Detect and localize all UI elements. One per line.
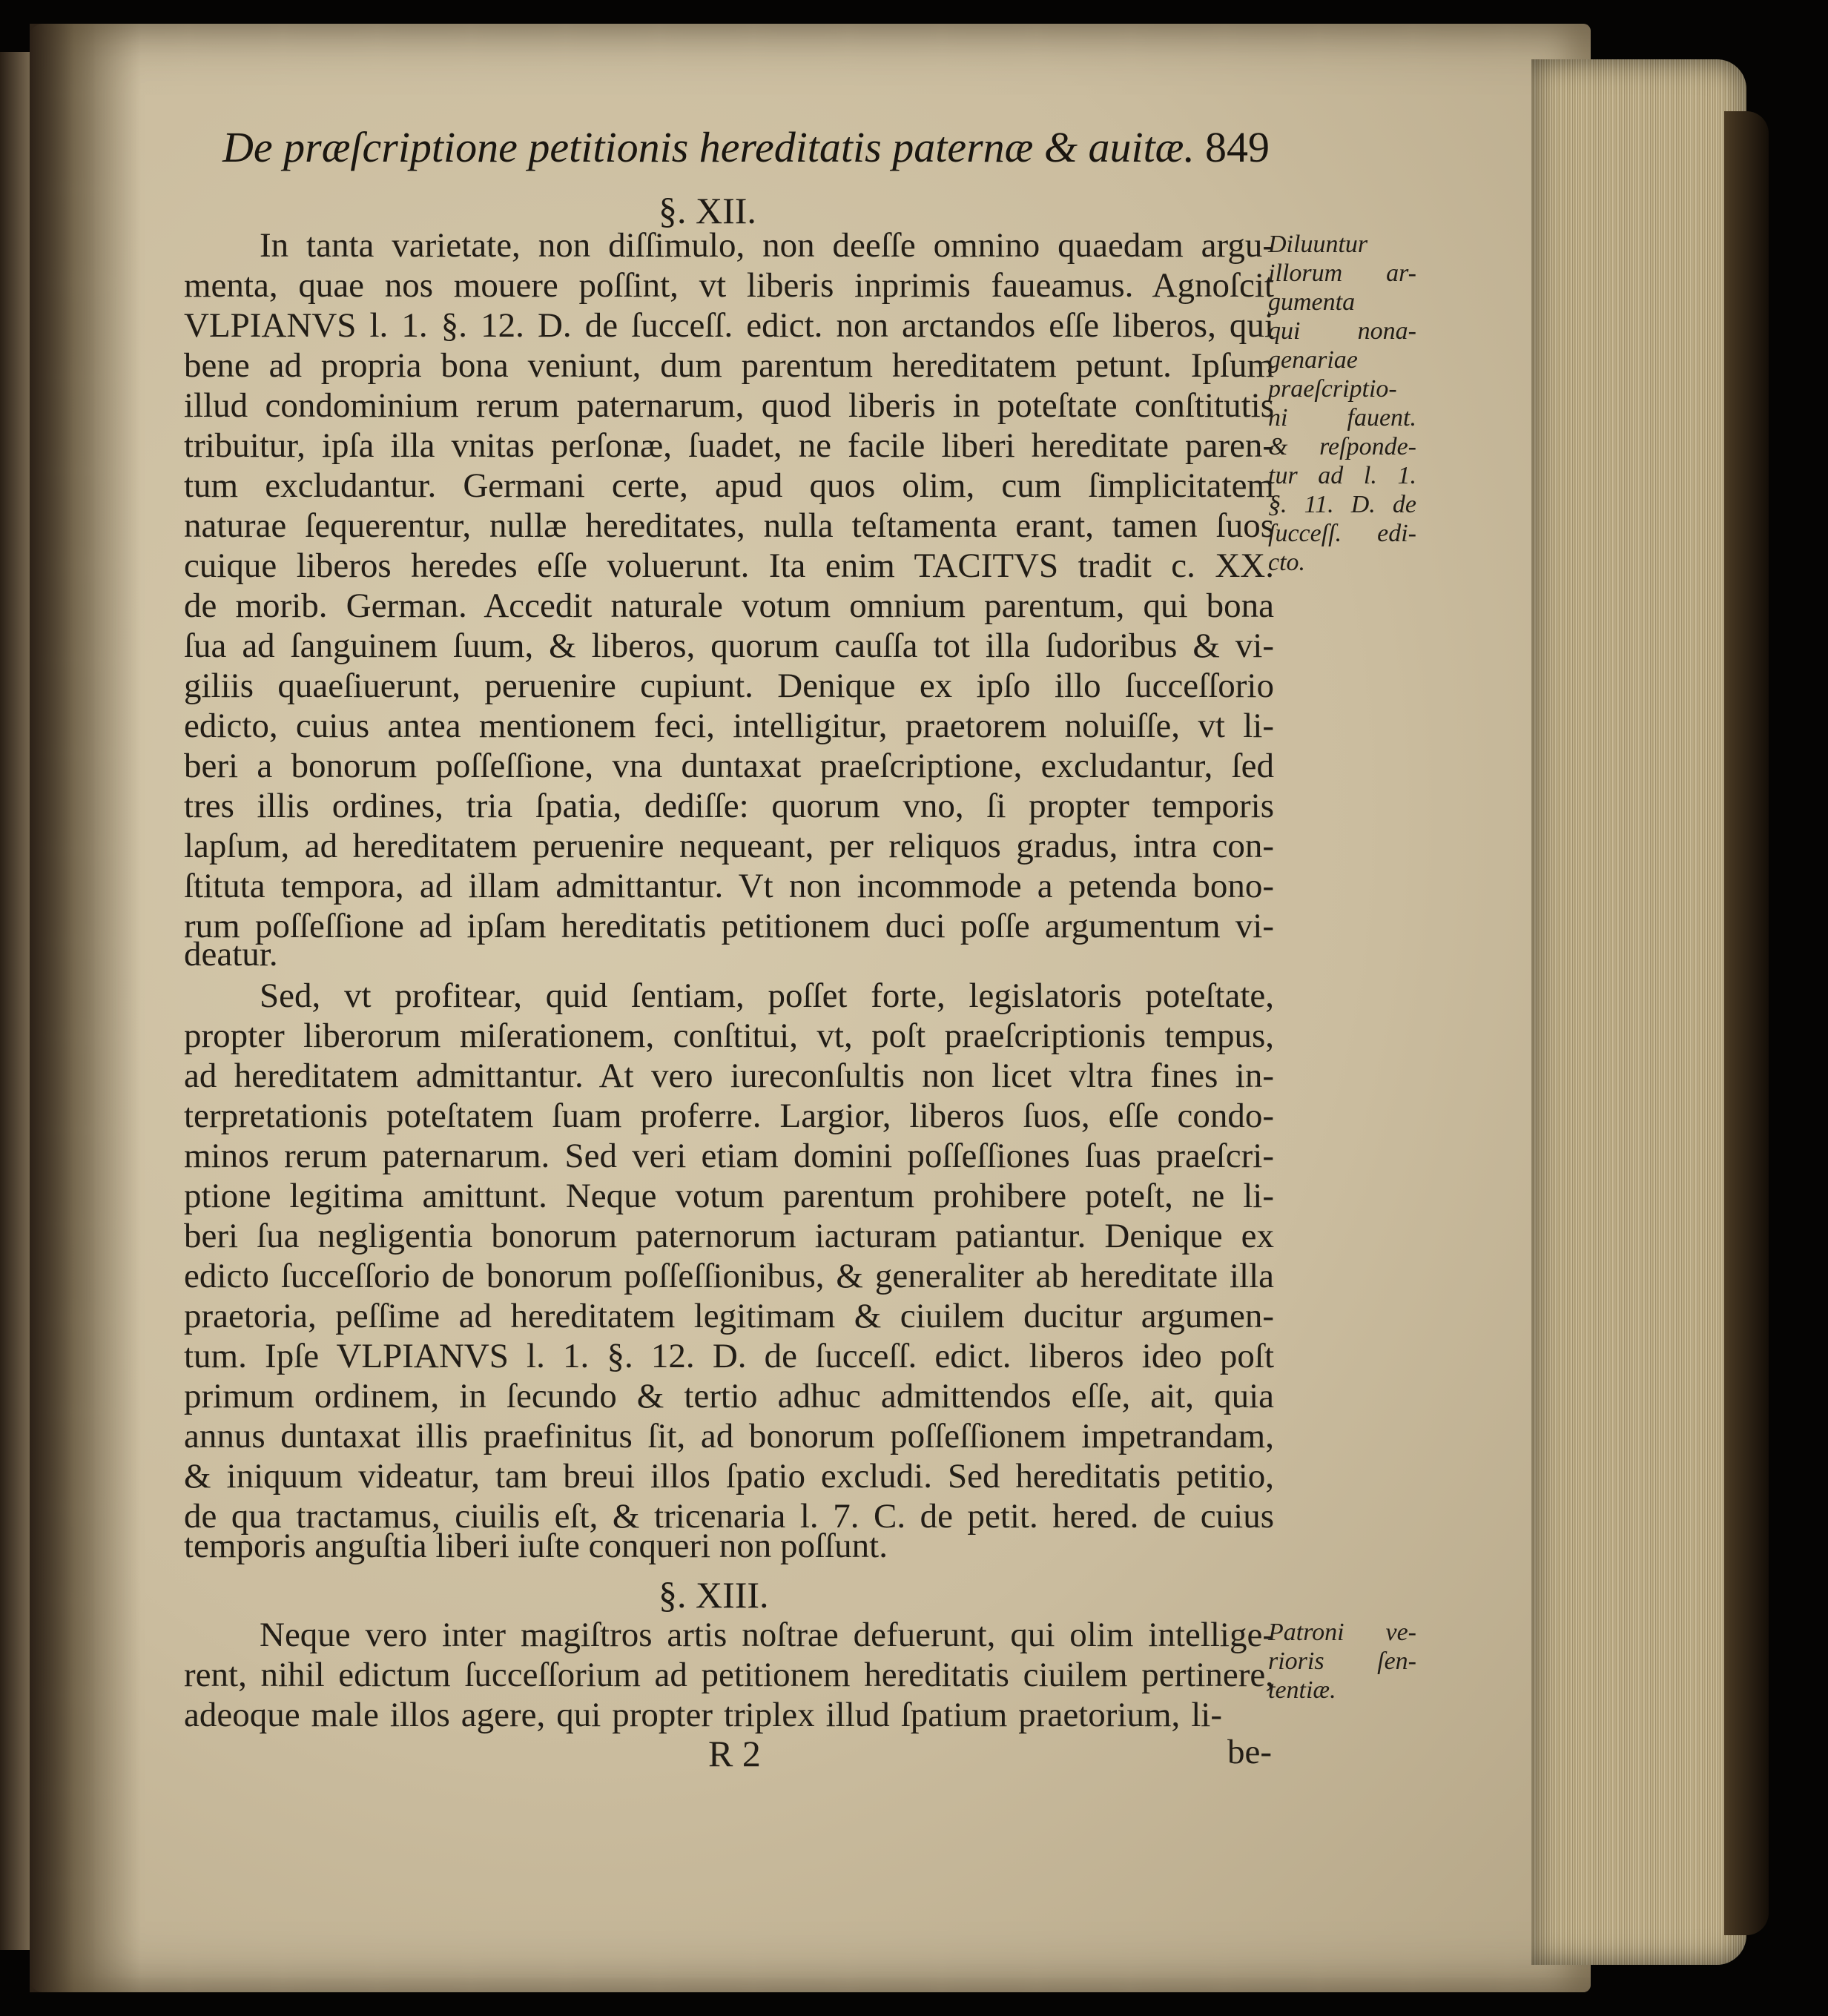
text-line: VLPIANVS l. 1. §. 12. D. de ſucceſſ. edict. non arctandos eſſe liberos, qui: [184, 306, 1274, 345]
text-line: bene ad propria bona veniunt, dum parentum hereditatem petunt. Ipſum: [184, 346, 1274, 385]
text-line: annus duntaxat illis praefinitus ſit, ad bonorum poſſeſſionem impetrandam,: [184, 1417, 1274, 1455]
text-line: primum ordinem, in ſecundo & tertio adhuc admittendos eſſe, ait, quia: [184, 1377, 1274, 1415]
text-line: terpretationis poteſtatem ſuam proferre. Largior, liberos ſuos, eſſe condo-: [184, 1097, 1274, 1135]
text-line: ad hereditatem admittantur. At vero iureconſultis non licet vltra fines in-: [184, 1057, 1274, 1095]
margin-note-line: tentiæ.: [1268, 1676, 1336, 1704]
text-line: edicto, cuius antea mentionem feci, intelligitur, praetorem noluiſſe, vt li-: [184, 707, 1274, 745]
margin-note-line: rioris ſen-: [1268, 1647, 1416, 1675]
margin-note-line: & reſponde-: [1268, 433, 1416, 460]
running-title: De præſcriptione petitionis hereditatis paternæ & auitæ.: [222, 123, 1195, 171]
text-line: ptione legitima amittunt. Neque votum parentum prohibere poteſt, ne li-: [184, 1177, 1274, 1215]
margin-note-line: §. 11. D. de: [1268, 491, 1416, 518]
text-line: edicto ſucceſſorio de bonorum poſſeſſionibus, & generaliter ab hereditate illa: [184, 1257, 1274, 1295]
margin-note-line: gumenta: [1268, 288, 1356, 316]
margin-note-line: Diluuntur: [1268, 231, 1368, 258]
margin-note-line: tur ad l. 1.: [1268, 462, 1416, 489]
text-line: beri ſua negligentia bonorum paternorum iacturam patiantur. Denique ex: [184, 1217, 1274, 1255]
page-stack-edges: [1531, 59, 1746, 1965]
text-line: In tanta varietate, non diſſimulo, non deeſſe omnino quaedam argu-: [260, 226, 1274, 265]
margin-note-line: ſucceſſ. edi-: [1268, 520, 1416, 547]
signature-mark: R 2: [708, 1733, 761, 1774]
text-line: adeoque male illos agere, qui propter triplex illud ſpatium praetorium, li-: [184, 1696, 1222, 1734]
text-line: tres illis ordines, tria ſpatia, dediſſe: quorum vno, ſi propter temporis: [184, 787, 1274, 825]
text-line: & iniquum videatur, tam breui illos ſpatio excludi. Sed hereditatis petitio,: [184, 1457, 1274, 1496]
margin-note-line: praeſcriptio-: [1268, 375, 1397, 403]
section-heading-13: §. XIII.: [659, 1574, 769, 1616]
margin-note-line: cto.: [1268, 549, 1306, 576]
text-line: illud condominium rerum paternarum, quod liberis in poteſtate conſtitutis: [184, 386, 1274, 425]
text-line: cuique liberos heredes eſſe voluerunt. Ita enim TACITVS tradit c. XX.: [184, 546, 1274, 585]
text-line: deatur.: [184, 935, 278, 974]
text-line: ſua ad ſanguinem ſuum, & liberos, quorum cauſſa tot illa ſudoribus & vi-: [184, 627, 1274, 665]
margin-note-line: Patroni ve-: [1268, 1619, 1416, 1646]
text-line: menta, quae nos mouere poſſint, vt liberis inprimis faueamus. Agnoſcit: [184, 266, 1274, 305]
margin-note-line: ni fauent.: [1268, 404, 1416, 432]
text-line: rent, nihil edictum ſucceſſorium ad petitionem hereditatis ciuilem pertinere,: [184, 1656, 1274, 1694]
margin-note-line: genariae: [1268, 346, 1358, 374]
text-line: tum excludantur. Germani certe, apud quos olim, cum ſimplicitatem: [184, 466, 1274, 505]
page-gutter-shadow: [30, 24, 141, 1992]
text-line: lapſum, ad hereditatem peruenire nequeant, per reliquos gradus, intra con-: [184, 827, 1274, 865]
text-line: naturae ſequerentur, nullæ hereditates, nulla teſtamenta erant, tamen ſuos: [184, 506, 1274, 545]
section-heading-12: §. XII.: [659, 190, 756, 231]
text-line: rum poſſeſſione ad ipſam hereditatis petitionem duci poſſe argumentum vi-: [184, 907, 1274, 945]
book-cover-edge: [1724, 111, 1769, 1935]
text-line: de qua tractamus, ciuilis eſt, & tricenaria l. 7. C. de petit. hered. de cuius: [184, 1497, 1274, 1536]
text-line: minos rerum paternarum. Sed veri etiam domini poſſeſſiones ſuas praeſcri-: [184, 1137, 1274, 1175]
text-line: tribuitur, ipſa illa vnitas perſonæ, ſuadet, ne facile liberi hereditate paren-: [184, 426, 1274, 465]
text-line: propter liberorum miſerationem, conſtitui, vt, poſt praeſcriptionis tempus,: [184, 1017, 1274, 1055]
text-line: beri a bonorum poſſeſſione, vna duntaxat praeſcriptione, excludantur, ſed: [184, 747, 1274, 785]
text-line: Neque vero inter magiſtros artis noſtrae defuerunt, qui olim intellige-: [260, 1616, 1274, 1654]
text-line: praetoria, peſſime ad hereditatem legitimam & ciuilem ducitur argumen-: [184, 1297, 1274, 1335]
text-line: tum. Ipſe VLPIANVS l. 1. §. 12. D. de ſucceſſ. edict. liberos ideo poſt: [184, 1337, 1274, 1375]
text-line: de morib. German. Accedit naturale votum omnium parentum, qui bona: [184, 586, 1274, 625]
text-line: giliis quaeſiuerunt, peruenire cupiunt. Denique ex ipſo illo ſucceſſorio: [184, 667, 1274, 705]
margin-note-line: qui nona-: [1268, 317, 1416, 345]
text-line: temporis anguſtia liberi iuſte conqueri non poſſunt.: [184, 1527, 888, 1565]
catchword: be-: [1227, 1733, 1273, 1771]
page-number: 849: [1205, 123, 1270, 171]
margin-note-line: illorum ar-: [1268, 260, 1416, 287]
text-line: Sed, vt profitear, quid ſentiam, poſſet forte, legislatoris poteſtate,: [260, 976, 1274, 1015]
text-line: ſtituta tempora, ad illam admittantur. Vt non incommode a petenda bono-: [184, 867, 1274, 905]
